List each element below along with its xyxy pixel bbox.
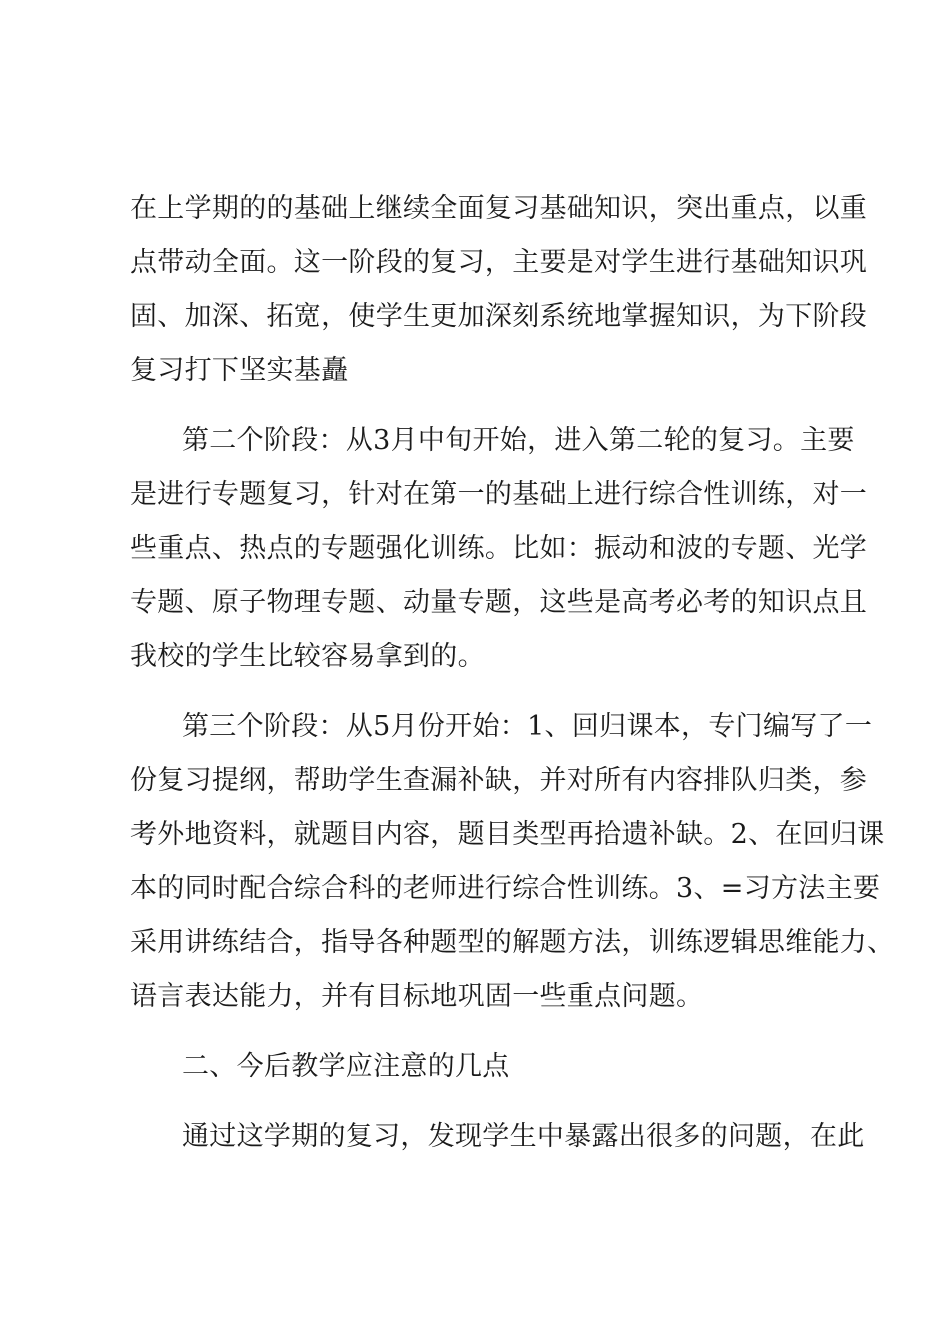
document-line: 第三个阶段：从5月份开始：1、回归课本，专门编写了一 bbox=[182, 711, 873, 742]
document-line: 我校的学生比较容易拿到的。 bbox=[130, 641, 485, 672]
document-line: 通过这学期的复习，发现学生中暴露出很多的问题，在此 bbox=[182, 1121, 865, 1152]
document-line: 专题、原子物理专题、动量专题，这些是高考必考的知识点且 bbox=[130, 587, 868, 618]
document-line: 是进行专题复习，针对在第一的基础上进行综合性训练，对一 bbox=[130, 479, 868, 510]
document-line: 在上学期的的基础上继续全面复习基础知识，突出重点，以重 bbox=[130, 193, 868, 224]
document-line: 些重点、热点的专题强化训练。比如：振动和波的专题、光学 bbox=[130, 533, 868, 564]
document-line: 考外地资料，就题目内容，题目类型再拾遗补缺。2、在回归课 bbox=[130, 819, 885, 850]
document-line: 二、今后教学应注意的几点 bbox=[182, 1051, 510, 1082]
document-line: 第二个阶段：从3月中旬开始，进入第二轮的复习。主要 bbox=[182, 425, 855, 456]
document-line: 点带动全面。这一阶段的复习，主要是对学生进行基础知识巩 bbox=[130, 247, 868, 278]
document-line: 采用讲练结合，指导各种题型的解题方法，训练逻辑思维能力、 bbox=[130, 927, 895, 958]
document-line: 复习打下坚实基矗 bbox=[130, 355, 349, 386]
document-line: 固、加深、拓宽，使学生更加深刻系统地掌握知识，为下阶段 bbox=[130, 301, 868, 332]
document-line: 本的同时配合综合科的老师进行综合性训练。3、=习方法主要 bbox=[130, 873, 881, 904]
document-body bbox=[130, 182, 895, 1164]
document-line: 语言表达能力，并有目标地巩固一些重点问题。 bbox=[130, 981, 704, 1012]
document-line: 份复习提纲，帮助学生查漏补缺，并对所有内容排队归类，参 bbox=[130, 765, 868, 796]
